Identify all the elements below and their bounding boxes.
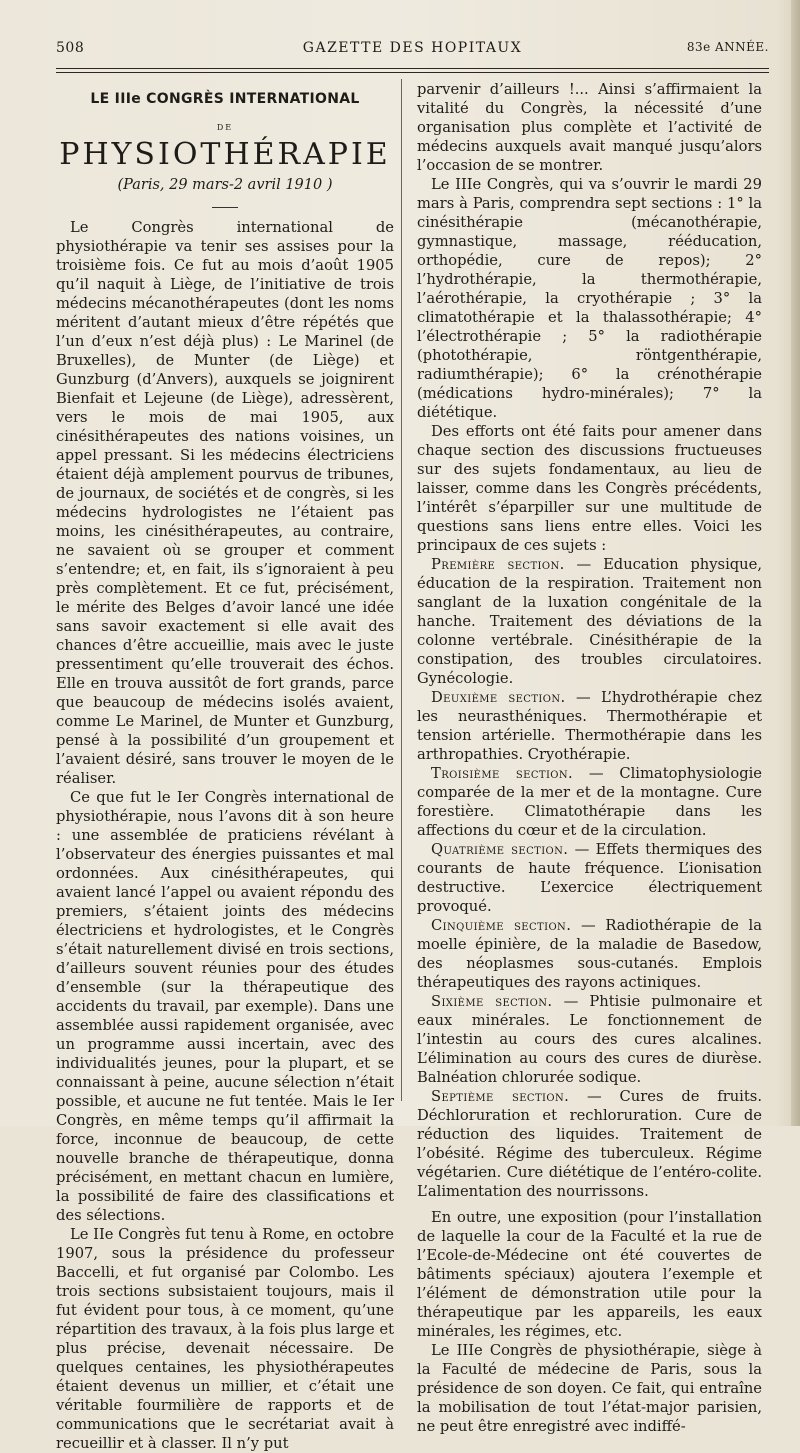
section-text: — Effets thermiques des courants de haute fréquence. L’ionisation destructive. L’exercice électriquement provoqué. bbox=[417, 841, 762, 915]
section-text: — Education physique, éducation de la respiration. Traitement non sanglant de la luxation congénitale de la hanche. Traitement des déviations de la colonne vertébrale. Cinésithérapie de la constipation, des troubles circulatoires. Gynécologie. bbox=[417, 556, 762, 687]
section-entry bbox=[417, 555, 762, 688]
journal-title: GAZETTE DES HOPITAUX bbox=[302, 40, 523, 56]
left-column bbox=[56, 80, 394, 1453]
spacer bbox=[417, 1201, 762, 1208]
article-dateline: (Paris, 29 mars-2 avril 1910 ) bbox=[117, 177, 333, 193]
page-number: 508 bbox=[56, 40, 85, 56]
year-label: 83e ANNÉE. bbox=[686, 40, 769, 54]
paragraph: Des efforts ont été faits pour amener dans chaque section des discussions fructueuses sur des sujets fondamentaux, au lieu de laisser, comme dans les Congrès précédents, l’intérêt s’éparpiller sur une multitude de questions sans liens entre elles. Voici les principaux de ces sujets : bbox=[417, 423, 762, 554]
section-entry bbox=[417, 1087, 762, 1201]
section-entry bbox=[417, 688, 762, 764]
header-rule-thick bbox=[56, 68, 769, 69]
title-separator bbox=[212, 207, 238, 208]
section-label: Septième section. bbox=[431, 1088, 570, 1105]
section-label: Première section. bbox=[431, 556, 565, 573]
section-entry bbox=[417, 840, 762, 916]
section-entry bbox=[417, 764, 762, 840]
section-text: — Cures de fruits. Déchloruration et rechloruration. Cure de réduction des liquides. Traitement de l’obésité. Régime des tuberculeux. Régime végétarien. Cure diététique de l’entéro-colite. L’alimentation des nourrissons. bbox=[417, 1088, 762, 1200]
paragraph: Le IIIe Congrès, qui va s’ouvrir le mardi 29 mars à Paris, comprendra sept sections : 1° la cinésithérapie (mécanothérapie, gymnastique, massage, rééducation, orthopédie, cure de repos); 2° l’hydrothérapie, la thermothérapie, l’aérothérapie, la cryothérapie ; 3° la climatothérapie et la thalassothérapie; 4° l’électrothérapie ; 5° la radiothérapie (photothérapie, röntgenthérapie, radiumthérapie); 6° la crénothérapie (médications hydro-minérales); 7° la diététique. bbox=[417, 176, 762, 421]
section-label: Cinquième section. bbox=[431, 917, 572, 934]
article-title: PHYSIOTHÉRAPIE bbox=[59, 137, 391, 172]
paragraph: Ce que fut le Ier Congrès international de physiothérapie, nous l’avons dit à son heure : une assemblée de praticiens révélant à l’observateur des énergies puissantes et mal ordonnées. Aux cinésithérapeutes, qui avaient lancé l’appel ou avaient répondu des premiers, s’étaient joints des médecins électriciens et hydrologistes, et le Congrès s’était naturellement divisé en trois sections, d’ailleurs souvent réunies pour des études d’ensemble (sur la thérapeutique des accidents du travail, par exemple). Dans une assemblée aussi rapidement organisée, avec un programme aussi incertain, avec des individualités jeunes, pour la plupart, et se connaissant à peine, aucune sélection n’était possible, et aucune ne fut tentée. Mais le Ier Congrès, en même temps qu’il affirmait la force, inconnue de beaucoup, de cette nouvelle branche de thérapeutique, donna précisément, en mettant chacun en lumière, la possibilité de faire des classifications et des sélections. bbox=[56, 789, 394, 1224]
section-text: — Radiothérapie de la moelle épinière, de la maladie de Basedow, des néoplasmes sous-cutanés. Emplois thérapeutiques des rayons actiniques. bbox=[417, 917, 762, 991]
section-label: Troisième section. bbox=[431, 765, 574, 782]
paragraph: En outre, une exposition (pour l’installation de laquelle la cour de la Faculté et la rue de l’Ecole-de-Médecine ont été couvertes de bâtiments spéciaux) ajoutera l’exemple et l’élément de démonstration utile pour la thérapeutique par les appareils, les eaux minérales, les régimes, etc. bbox=[417, 1209, 762, 1340]
right-column bbox=[417, 80, 762, 1436]
section-entry bbox=[417, 916, 762, 992]
article-kicker: LE IIIe CONGRÈS INTERNATIONAL bbox=[90, 91, 360, 107]
section-text: — Phtisie pulmonaire et eaux minérales. Le fonctionnement de l’intestin au cours des cures alcalines. L’élimination au cours des cures de diurèse. Balnéation chlorurée sodique. bbox=[417, 993, 762, 1086]
paragraph: parvenir d’ailleurs !... Ainsi s’affirmaient la vitalité du Congrès, la nécessité d’une organisation plus complète et l’activité de médecins auxquels avait manqué jusqu’alors l’occasion de se montrer. bbox=[417, 81, 762, 174]
column-divider bbox=[401, 79, 402, 1101]
paragraph: Le Congrès international de physiothérapie va tenir ses assises pour la troisième fois. Ce fut au mois d’août 1905 qu’il naquit à Liège, de l’initiative de trois médecins mécanothérapeutes (dont les noms méritent d’autant mieux d’être répétés que l’un d’eux n’est déjà plus) : Le Marinel (de Bruxelles), de Munter (de Liège) et Gunzburg (d’Anvers), auxquels se joignirent Bienfait et Lejeune (de Liège), adressèrent, vers le mois de mai 1905, aux cinésithérapeutes des nations voisines, un appel pressant. Si les médecins électriciens étaient déjà amplement pourvus de tribunes, de journaux, de sociétés et de congrès, si les médecins hydrologistes ne l’étaient pas moins, les cinésithérapeutes, au contraire, ne savaient où se grouper et comment s’entendre; et, en fait, ils s’ignoraient à peu près complètement. Et ce fut, précisément, le mérite des Belges d’avoir lancé une idée sans savoir exactement si elle avait des chances d’être accueillie, mais avec le juste pressentiment qu’elle trouverait des échos. Elle en trouva aussitôt de fort grands, parce que beaucoup de médecins isolés avaient, comme Le Marinel, de Munter et Gunzburg, pensé à la possibilité d’un groupement et l’avaient désiré, sans trouver le moyen de le réaliser. bbox=[56, 219, 394, 787]
section-label: Sixième section. bbox=[431, 993, 553, 1010]
section-text: — Climatophysiologie comparée de la mer et de la montagne. Cure forestière. Climatothérapie dans les affections du cœur et de la circulation. bbox=[417, 765, 763, 839]
paragraph: Le IIe Congrès fut tenu à Rome, en octobre 1907, sous la présidence du professeur Baccelli, et fut organisé par Colombo. Les trois sections subsistaient toujours, mais il fut évident pour tous, à ce moment, qu’une répartition des travaux, à la fois plus large et plus précise, devenait nécessaire. De quelques centaines, les physiothérapeutes étaient devenus un millier, et c’était une véritable fourmilière de rapports et de communications que le secrétariat avait à recueillir et à classer. Il n’y put bbox=[56, 1226, 394, 1452]
section-label: Deuxième section. bbox=[431, 689, 566, 706]
section-label: Quatrième section. bbox=[431, 841, 569, 858]
article-de: DE bbox=[216, 123, 234, 132]
paragraph: Le IIIe Congrès de physiothérapie, siège à la Faculté de médecine de Paris, sous la présidence de son doyen. Ce fait, qui entraîne la mobilisation de tout l’état-major parisien, ne peut être enregistré avec indiffé- bbox=[417, 1342, 762, 1435]
header-rule-thin bbox=[56, 72, 769, 73]
section-text: — L’hydrothérapie chez les neurasthéniques. Thermothérapie et tension artérielle. Thermothérapie dans les arthropathies. Cryothérapie. bbox=[417, 689, 763, 763]
running-header bbox=[56, 40, 769, 62]
page-edge-shadow bbox=[791, 0, 800, 1126]
section-entry bbox=[417, 992, 762, 1087]
